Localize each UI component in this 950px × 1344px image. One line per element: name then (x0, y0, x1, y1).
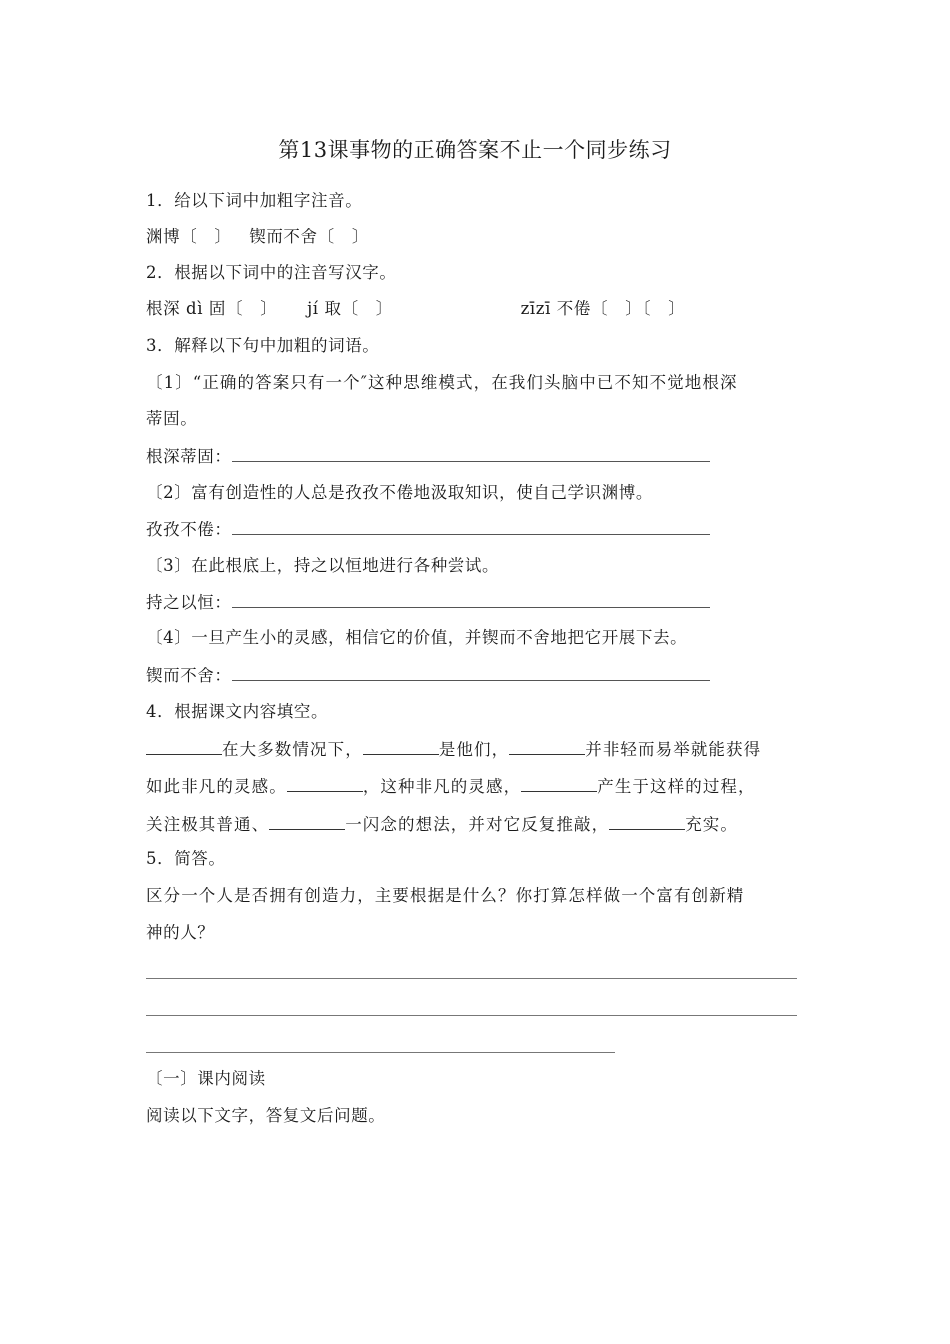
q3-heading: 3．解释以下句中加粗的词语。 (146, 336, 380, 355)
q1-items (146, 225, 369, 249)
q1-item-2: 锲而不舍〔 〕 (249, 227, 369, 246)
q2-item-3: zīzī 不倦〔 〕〔 〕 (520, 299, 686, 318)
answer-line[interactable] (232, 663, 710, 681)
q3-answer-2-label: 孜孜不倦： (146, 520, 232, 539)
answer-line[interactable] (232, 444, 710, 462)
q3-sentence-3: 〔3〕在此根底上，持之以恒地进行各种尝试。 (146, 556, 500, 575)
q1-item-1: 渊博〔 〕 (146, 227, 232, 246)
fill-blank[interactable] (363, 737, 439, 755)
q3-answer-4 (146, 663, 710, 688)
q3-answer-1 (146, 444, 710, 469)
q4-line-2 (146, 774, 756, 799)
q5-heading: 5．简答。 (146, 849, 226, 868)
answer-line[interactable] (146, 1015, 797, 1016)
fill-blank[interactable] (287, 774, 363, 792)
q3-answer-3-label: 持之以恒： (146, 593, 232, 612)
q3-answer-2 (146, 517, 710, 542)
answer-line[interactable] (232, 590, 710, 608)
q3-sentence-2: 〔2〕富有创造性的人总是孜孜不倦地汲取知识，使自己学识渊博。 (146, 483, 653, 502)
q2-item-1: 根深 dì 固〔 〕 (146, 299, 278, 318)
q4-text: 一闪念的想法，并对它反复推敲， (345, 815, 610, 834)
section-heading: 〔一〕课内阅读 (146, 1069, 266, 1088)
q3-answer-1-label: 根深蒂固： (146, 447, 232, 466)
answer-line[interactable] (146, 1052, 615, 1053)
section-instruction: 阅读以下文字，答复文后问题。 (146, 1106, 386, 1125)
q5-question-line-1: 区分一个人是否拥有创造力，主要根据是什么？你打算怎样做一个富有创新精 (146, 886, 745, 905)
answer-line[interactable] (146, 978, 797, 979)
fill-blank[interactable] (509, 737, 585, 755)
q4-text: 关注极其普通、 (146, 815, 270, 834)
q4-text: ，这种非凡的灵感， (362, 777, 522, 796)
q5-question-line-2: 神的人？ (146, 923, 215, 942)
q4-text: 是他们， (438, 740, 510, 759)
page-title: 第13课事物的正确答案不止一个同步练习 (278, 138, 672, 162)
q4-text: 充实。 (685, 815, 739, 834)
q1-heading: 1．给以下词中加粗字注音。 (146, 191, 363, 210)
q4-text: 在大多数情况下， (222, 740, 363, 759)
q3-sentence-4: 〔4〕一旦产生小的灵感，相信它的价值，并锲而不舍地把它开展下去。 (146, 628, 688, 647)
answer-line[interactable] (232, 517, 710, 535)
q4-text: 产生于这样的过程， (597, 777, 756, 796)
fill-blank[interactable] (146, 737, 222, 755)
q4-text: 并非轻而易举就能获得 (585, 740, 762, 759)
q4-line-3 (146, 812, 738, 837)
fill-blank[interactable] (521, 774, 597, 792)
q4-line-1 (146, 737, 761, 762)
q4-heading: 4．根据课文内容填空。 (146, 702, 329, 721)
fill-blank[interactable] (609, 812, 685, 830)
q3-answer-3 (146, 590, 710, 615)
q4-text: 如此非凡的灵感。 (146, 777, 287, 796)
q2-items (146, 297, 685, 321)
q2-item-2: jí 取〔 〕 (307, 299, 393, 318)
q3-sentence-1-line-2: 蒂固。 (146, 409, 198, 428)
q3-sentence-1-line-1: 〔1〕“正确的答案只有一个″这种思维模式，在我们头脑中已不知不觉地根深 (146, 373, 738, 392)
q3-answer-4-label: 锲而不舍： (146, 666, 232, 685)
fill-blank[interactable] (269, 812, 345, 830)
q2-heading: 2．根据以下词中的注音写汉字。 (146, 263, 397, 282)
